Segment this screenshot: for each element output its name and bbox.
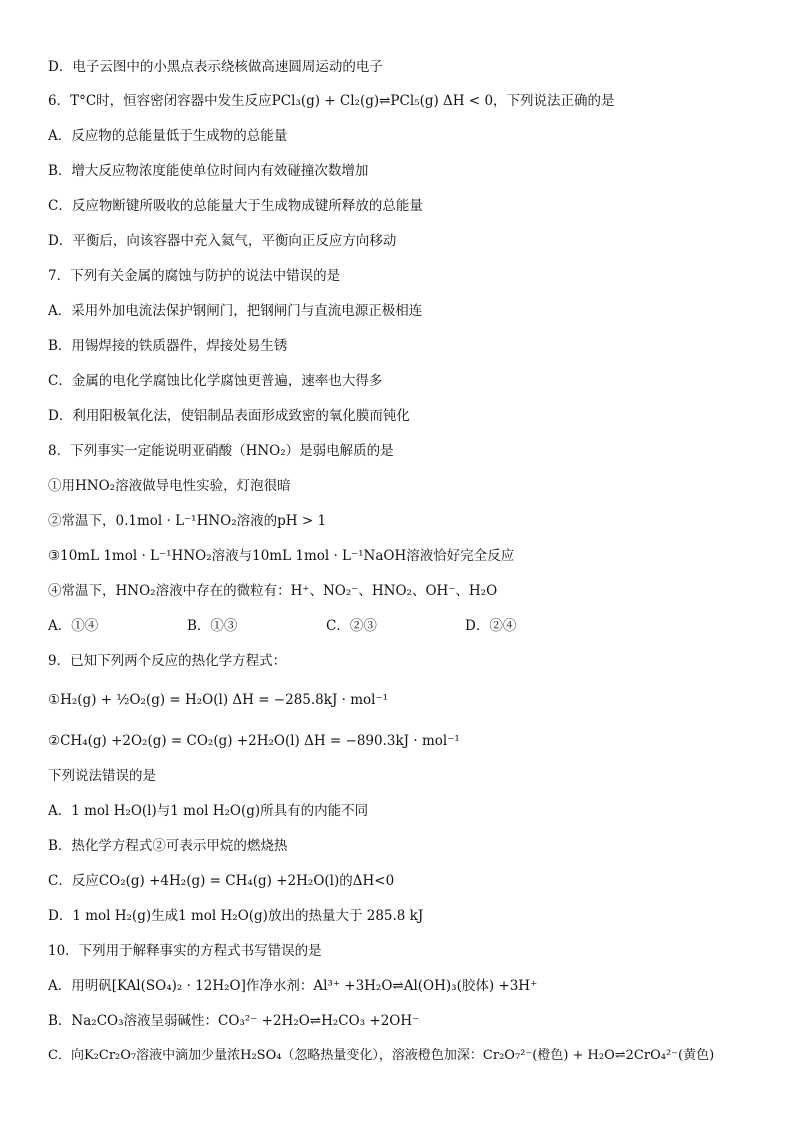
q8-statement-3: ③10mL 1mol · L⁻¹HNO₂溶液与10mL 1mol · L⁻¹NaOH溶液恰好完全反应 [48, 548, 515, 564]
q6-option-d: D．平衡后，向该容器中充入氦气，平衡向正反应方向移动 [48, 233, 397, 249]
q6-option-b: B．增大反应物浓度能使单位时间内有效碰撞次数增加 [48, 163, 369, 179]
q10-option-b: B．Na₂CO₃溶液呈弱碱性：CO₃²⁻ +2H₂O⇌H₂CO₃ +2OH⁻ [48, 1013, 420, 1029]
q9-equation-1: ①H₂(g) + ½O₂(g) = H₂O(l) ΔH = −285.8kJ · mol⁻¹ [48, 692, 389, 708]
q8-option-a: A．①④ [48, 618, 99, 634]
q7-option-a: A．采用外加电流法保护钢闸门，把钢闸门与直流电源正极相连 [48, 303, 423, 319]
q7-option-c: C．金属的电化学腐蚀比化学腐蚀更普遍，速率也大得多 [48, 373, 383, 389]
q9-stem: 9．已知下列两个反应的热化学方程式： [48, 653, 287, 669]
q8-option-c: C．②③ [326, 618, 377, 634]
q7-stem: 7．下列有关金属的腐蚀与防护的说法中错误的是 [48, 268, 341, 284]
q9-option-a: A．1 mol H₂O(l)与1 mol H₂O(g)所具有的内能不同 [48, 803, 369, 819]
q6-option-c: C．反应物断键所吸收的总能量大于生成物成键所释放的总能量 [48, 198, 423, 214]
q8-stem: 8．下列事实一定能说明亚硝酸（HNO₂）是弱电解质的是 [48, 443, 394, 459]
q8-statement-4: ④常温下，HNO₂溶液中存在的微粒有：H⁺、NO₂⁻、HNO₂、OH⁻、H₂O [48, 583, 498, 599]
q8-option-d: D．②④ [465, 618, 517, 634]
q10-stem: 10．下列用于解释事实的方程式书写错误的是 [48, 943, 322, 959]
q9-equation-2: ②CH₄(g) +2O₂(g) = CO₂(g) +2H₂O(l) ΔH = −890.3kJ · mol⁻¹ [48, 733, 460, 749]
q6-option-a: A．反应物的总能量低于生成物的总能量 [48, 128, 288, 144]
q5-option-d: D．电子云图中的小黑点表示绕核做高速圆周运动的电子 [48, 59, 383, 75]
q7-option-d: D．利用阳极氧化法，使铝制品表面形成致密的氧化膜而钝化 [48, 408, 410, 424]
q7-option-b: B．用锡焊接的铁质器件，焊接处易生锈 [48, 338, 288, 354]
q8-statement-1: ①用HNO₂溶液做导电性实验，灯泡很暗 [48, 478, 291, 494]
q9-option-c: C．反应CO₂(g) +4H₂(g) = CH₄(g) +2H₂O(l)的ΔH<0 [48, 873, 395, 889]
q9-prompt: 下列说法错误的是 [48, 768, 156, 784]
q6-stem: 6．T°C时，恒容密闭容器中发生反应PCl₃(g) + Cl₂(g)⇌PCl₅(g) ΔH < 0，下列说法正确的是 [48, 93, 615, 109]
q8-statement-2: ②常温下，0.1mol · L⁻¹HNO₂溶液的pH > 1 [48, 513, 327, 529]
q10-option-a: A．用明矾[KAl(SO₄)₂ · 12H₂O]作净水剂：Al³⁺ +3H₂O⇌Al(OH)₃(胶体) +3H⁺ [48, 978, 538, 994]
q9-option-d: D．1 mol H₂(g)生成1 mol H₂O(g)放出的热量大于 285.8 kJ [48, 908, 424, 924]
q8-option-b: B．①③ [187, 618, 238, 634]
q10-option-c: C．向K₂Cr₂O₇溶液中滴加少量浓H₂SO₄（忽略热量变化），溶液橙色加深：Cr₂O₇²⁻(橙色) + H₂O⇌2CrO₄²⁻(黄色) [48, 1048, 715, 1063]
q8-options [48, 616, 778, 636]
q9-option-b: B．热化学方程式②可表示甲烷的燃烧热 [48, 838, 288, 854]
